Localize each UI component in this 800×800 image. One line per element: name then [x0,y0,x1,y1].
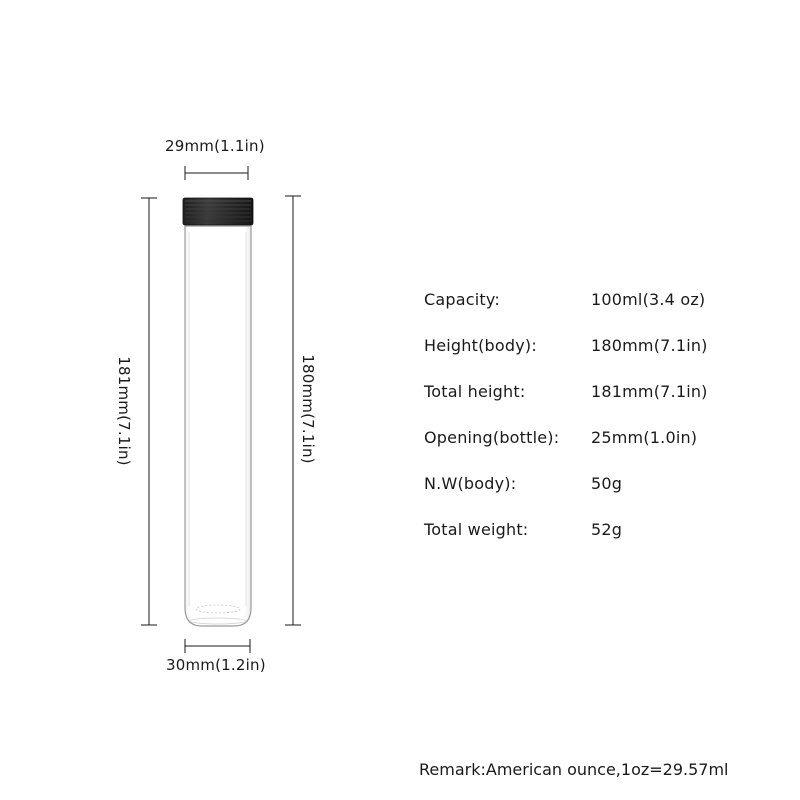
cap-width-dimension [185,166,248,180]
spec-label: N.W(body): [424,474,517,493]
body-height-label: 180mm(7.1in) [298,354,317,464]
spec-value: 181mm(7.1in) [591,382,708,401]
spec-value: 100ml(3.4 oz) [591,290,706,309]
glass-tube [185,226,251,626]
base-width-label: 30mm(1.2in) [166,656,266,674]
spec-value: 52g [591,520,623,539]
base-width-dimension [185,639,250,653]
spec-row-body-height [424,336,764,382]
spec-label: Total height: [424,382,526,401]
spec-row-net-weight [424,474,764,520]
spec-value: 50g [591,474,623,493]
spec-row-capacity [424,290,764,336]
spec-label: Capacity: [424,290,500,309]
spec-value: 180mm(7.1in) [591,336,708,355]
total-height-label: 181mm(7.1in) [114,356,133,466]
total-height-dimension [141,198,157,625]
spec-label: Opening(bottle): [424,428,560,447]
spec-row-total-weight [424,520,764,566]
specification-table [424,290,764,566]
spec-label: Total weight: [424,520,529,539]
screw-cap [183,198,253,225]
spec-label: Height(body): [424,336,537,355]
spec-row-opening [424,428,764,474]
cap-width-label: 29mm(1.1in) [165,137,265,155]
remark-note: Remark:American ounce,1oz=29.57ml [419,760,729,779]
spec-value: 25mm(1.0in) [591,428,698,447]
spec-row-total-height [424,382,764,428]
